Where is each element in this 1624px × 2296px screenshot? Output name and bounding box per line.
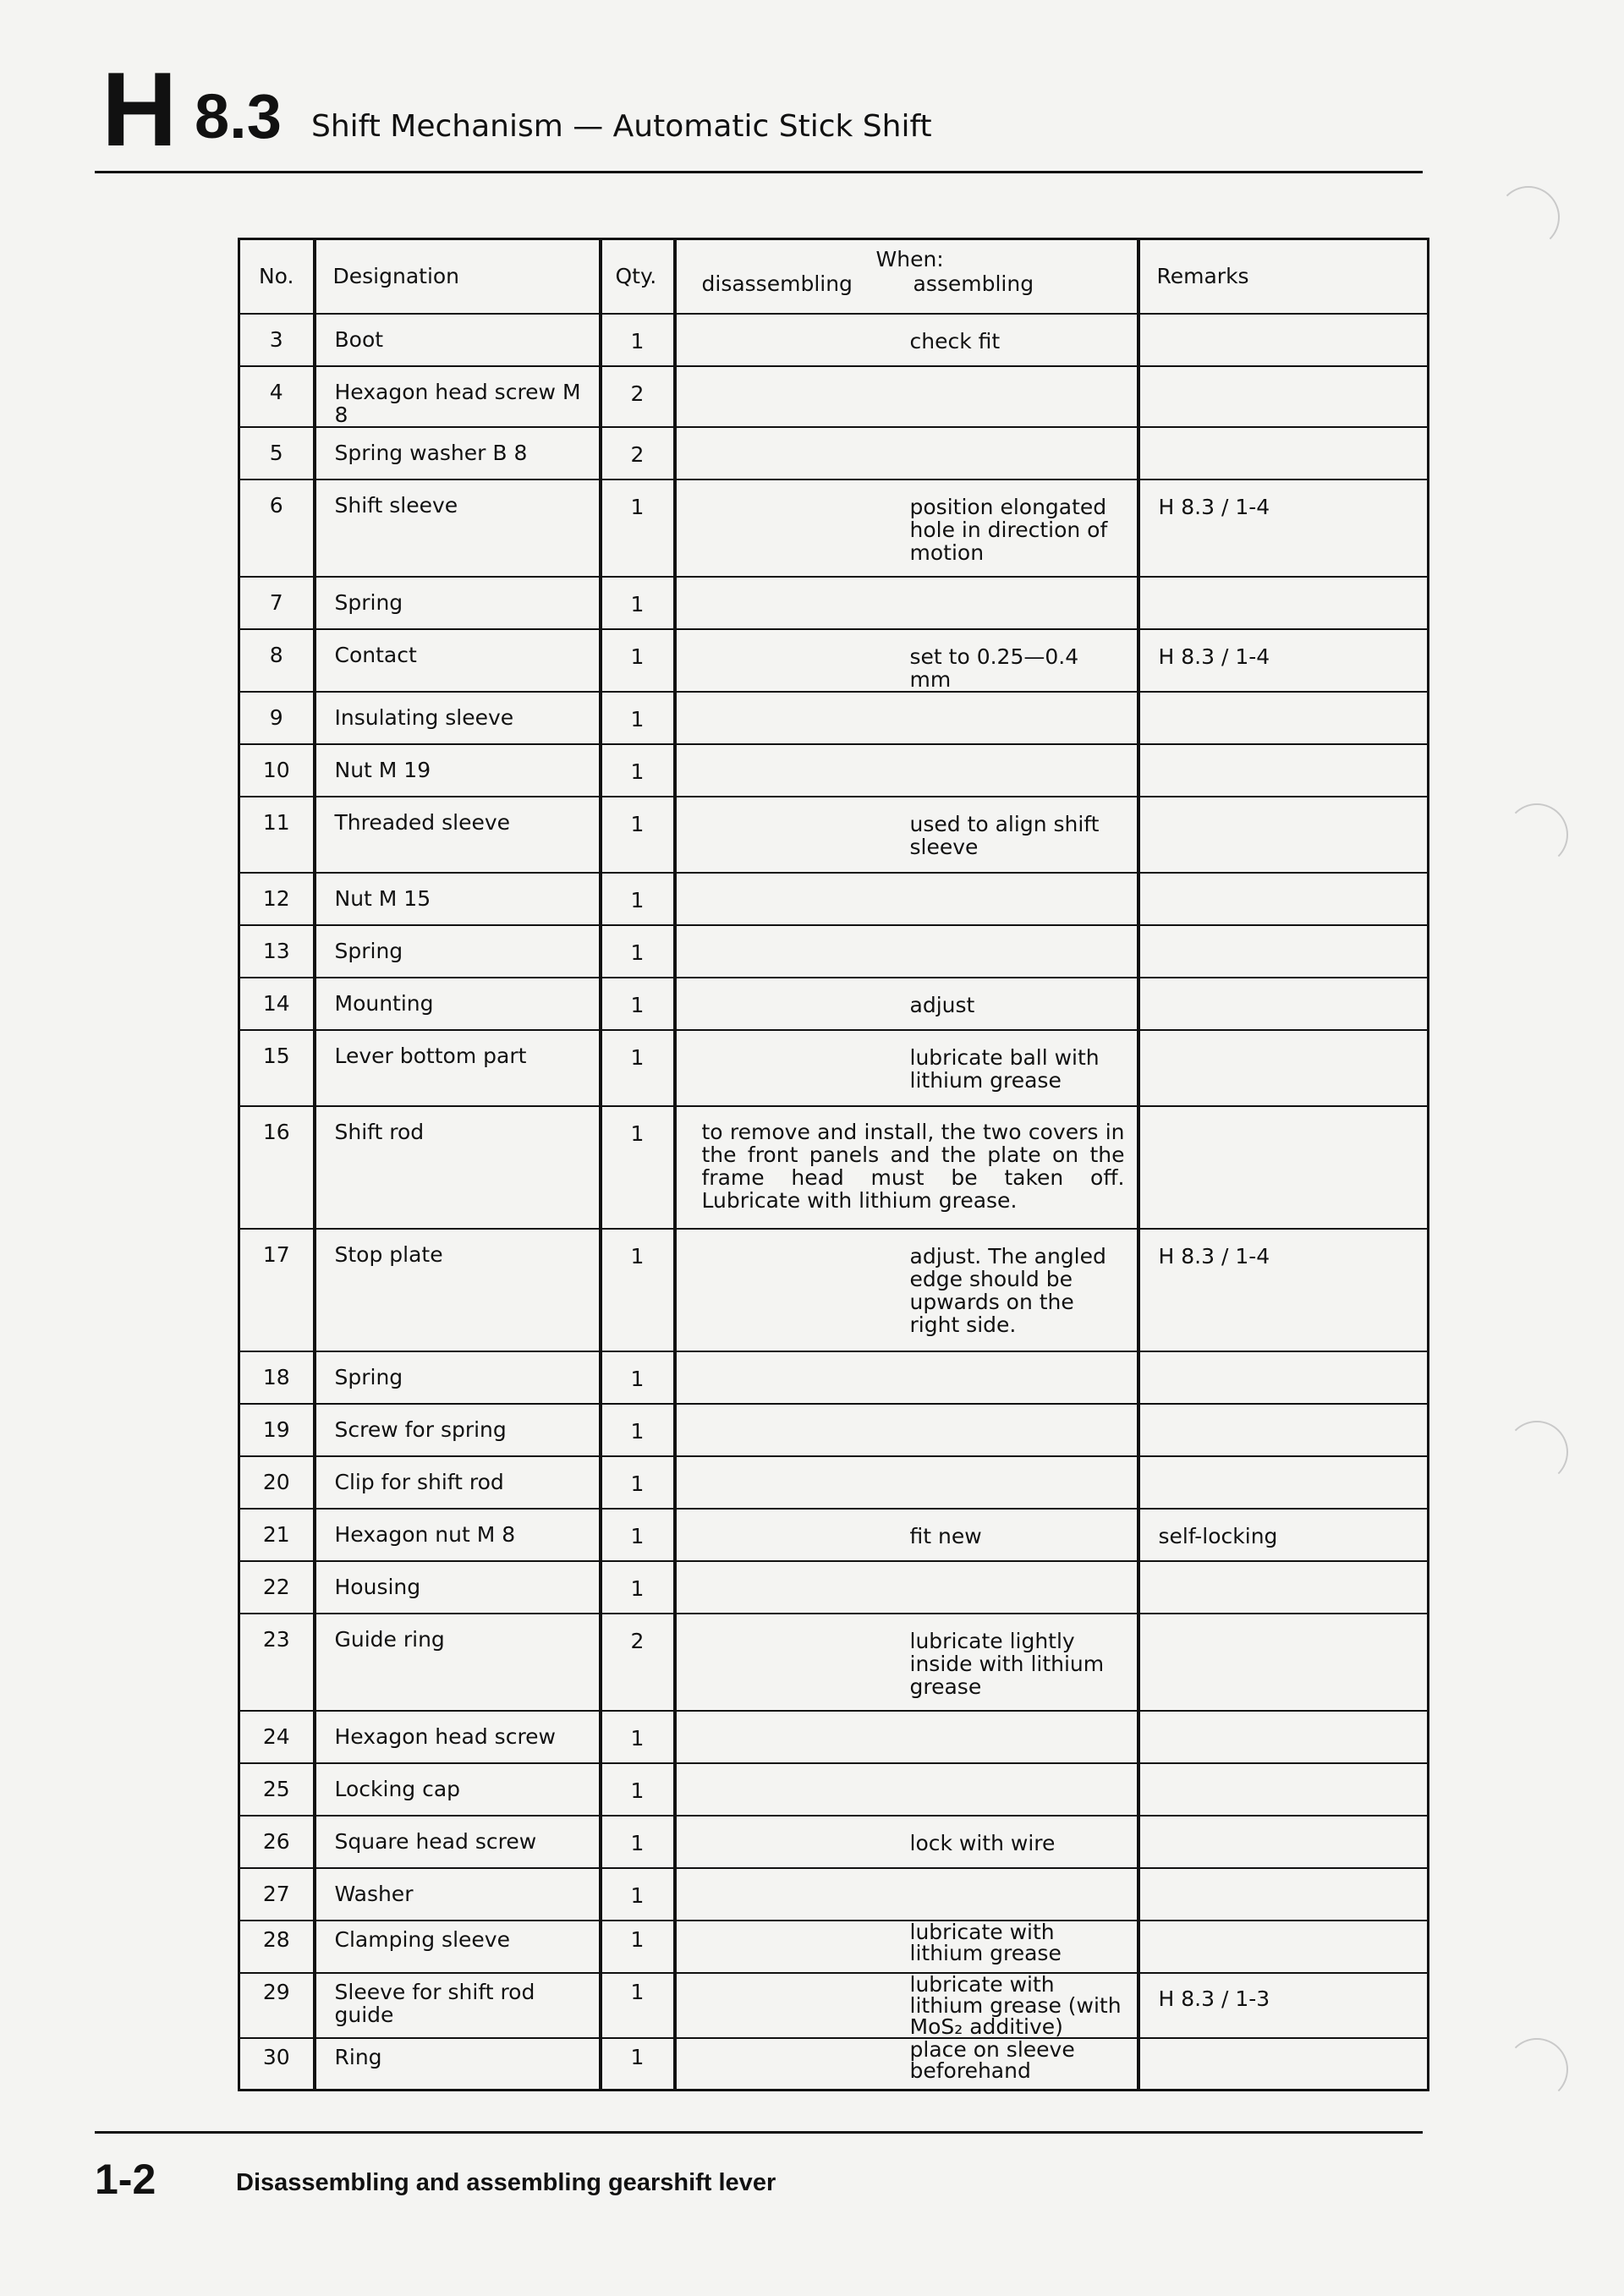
header-designation: Designation bbox=[315, 239, 601, 314]
cell-remarks bbox=[1138, 744, 1429, 797]
cell-assembling bbox=[898, 744, 1138, 797]
table-row bbox=[239, 1921, 1429, 1973]
cell-qty: 2 bbox=[601, 427, 675, 479]
cell-qty: 1 bbox=[601, 1456, 675, 1509]
cell-no: 3 bbox=[239, 314, 315, 366]
cell-no: 24 bbox=[239, 1711, 315, 1763]
cell-qty: 1 bbox=[601, 873, 675, 925]
cell-remarks bbox=[1138, 1921, 1429, 1973]
page-number: 1-2 bbox=[95, 2156, 156, 2203]
table-row bbox=[239, 873, 1429, 925]
header-disassembling: disassembling bbox=[701, 271, 853, 296]
cell-designation: Hexagon head screw M 8 bbox=[315, 366, 601, 427]
section-number: 8.3 bbox=[195, 81, 282, 151]
page-title: Shift Mechanism — Automatic Stick Shift bbox=[311, 109, 932, 144]
cell-disassembling bbox=[675, 1816, 898, 1868]
table-row bbox=[239, 1763, 1429, 1816]
cell-designation: Locking cap bbox=[315, 1763, 601, 1816]
cell-no: 23 bbox=[239, 1614, 315, 1711]
cell-disassembling bbox=[675, 629, 898, 692]
cell-no: 10 bbox=[239, 744, 315, 797]
cell-assembling bbox=[898, 577, 1138, 629]
cell-remarks bbox=[1138, 1868, 1429, 1921]
header-rule bbox=[95, 171, 1423, 173]
cell-no: 21 bbox=[239, 1509, 315, 1561]
cell-no: 5 bbox=[239, 427, 315, 479]
cell-assembling bbox=[898, 692, 1138, 744]
cell-qty: 1 bbox=[601, 1868, 675, 1921]
cell-disassembling bbox=[675, 797, 898, 873]
cell-remarks bbox=[1138, 1030, 1429, 1106]
cell-qty: 1 bbox=[601, 744, 675, 797]
table-row bbox=[239, 1711, 1429, 1763]
cell-assembling: fit new bbox=[898, 1509, 1138, 1561]
cell-designation: Washer bbox=[315, 1868, 601, 1921]
cell-no: 25 bbox=[239, 1763, 315, 1816]
cell-qty: 1 bbox=[601, 1404, 675, 1456]
cell-remarks bbox=[1138, 1614, 1429, 1711]
cell-qty: 1 bbox=[601, 1711, 675, 1763]
cell-remarks bbox=[1138, 873, 1429, 925]
cell-designation: Spring bbox=[315, 1351, 601, 1404]
cell-qty: 1 bbox=[601, 925, 675, 978]
cell-remarks bbox=[1138, 797, 1429, 873]
table-row bbox=[239, 314, 1429, 366]
table-row bbox=[239, 978, 1429, 1030]
footer-caption: Disassembling and assembling gearshift lever bbox=[236, 2169, 776, 2196]
cell-qty: 1 bbox=[601, 1229, 675, 1351]
cell-remarks bbox=[1138, 1763, 1429, 1816]
header-when-label: When: bbox=[875, 246, 944, 271]
table-row bbox=[239, 1614, 1429, 1711]
cell-qty: 1 bbox=[601, 1351, 675, 1404]
cell-assembling bbox=[898, 1404, 1138, 1456]
cell-no: 9 bbox=[239, 692, 315, 744]
cell-remarks: self-locking bbox=[1138, 1509, 1429, 1561]
cell-no: 26 bbox=[239, 1816, 315, 1868]
cell-disassembling bbox=[675, 1351, 898, 1404]
cell-designation: Housing bbox=[315, 1561, 601, 1614]
cell-disassembling bbox=[675, 692, 898, 744]
cell-designation: Clamping sleeve bbox=[315, 1921, 601, 1973]
cell-remarks bbox=[1138, 692, 1429, 744]
cell-qty: 1 bbox=[601, 797, 675, 873]
cell-assembling bbox=[898, 1711, 1138, 1763]
cell-qty: 1 bbox=[601, 1921, 675, 1973]
table-row bbox=[239, 1509, 1429, 1561]
cell-qty: 1 bbox=[601, 314, 675, 366]
cell-qty: 1 bbox=[601, 1816, 675, 1868]
cell-assembling: lock with wire bbox=[898, 1816, 1138, 1868]
header-remarks: Remarks bbox=[1138, 239, 1429, 314]
cell-assembling bbox=[898, 427, 1138, 479]
cell-designation: Spring washer B 8 bbox=[315, 427, 601, 479]
cell-disassembling bbox=[675, 427, 898, 479]
cell-designation: Insulating sleeve bbox=[315, 692, 601, 744]
cell-designation: Threaded sleeve bbox=[315, 797, 601, 873]
cell-remarks bbox=[1138, 1404, 1429, 1456]
cell-disassembling bbox=[675, 1973, 898, 2038]
cell-disassembling bbox=[675, 1921, 898, 1973]
table-row bbox=[239, 1351, 1429, 1404]
cell-disassembling bbox=[675, 1229, 898, 1351]
punch-hole-mark bbox=[1506, 803, 1568, 866]
cell-disassembling bbox=[675, 978, 898, 1030]
punch-hole-mark bbox=[1506, 2038, 1568, 2101]
cell-remarks bbox=[1138, 1711, 1429, 1763]
cell-disassembling bbox=[675, 744, 898, 797]
cell-designation: Screw for spring bbox=[315, 1404, 601, 1456]
cell-remarks: H 8.3 / 1-4 bbox=[1138, 479, 1429, 577]
cell-no: 13 bbox=[239, 925, 315, 978]
cell-designation: Contact bbox=[315, 629, 601, 692]
cell-no: 6 bbox=[239, 479, 315, 577]
punch-hole-mark bbox=[1497, 186, 1560, 249]
table-header-row bbox=[239, 239, 1429, 314]
cell-remarks bbox=[1138, 314, 1429, 366]
cell-qty: 2 bbox=[601, 1614, 675, 1711]
cell-remarks bbox=[1138, 1351, 1429, 1404]
cell-assembling bbox=[898, 1763, 1138, 1816]
cell-disassembling bbox=[675, 1763, 898, 1816]
cell-no: 7 bbox=[239, 577, 315, 629]
cell-qty: 1 bbox=[601, 1973, 675, 2038]
cell-designation: Clip for shift rod bbox=[315, 1456, 601, 1509]
cell-no: 29 bbox=[239, 1973, 315, 2038]
cell-remarks bbox=[1138, 1816, 1429, 1868]
cell-designation: Ring bbox=[315, 2038, 601, 2091]
cell-remarks bbox=[1138, 2038, 1429, 2091]
cell-assembling: lubricate lightly inside with lithium grease bbox=[898, 1614, 1138, 1711]
cell-disassembling bbox=[675, 366, 898, 427]
cell-remarks bbox=[1138, 1106, 1429, 1229]
table-row bbox=[239, 1973, 1429, 2038]
cell-disassembling bbox=[675, 1711, 898, 1763]
cell-disassembling bbox=[675, 577, 898, 629]
cell-assembling: position elongated hole in direction of motion bbox=[898, 479, 1138, 577]
table-row bbox=[239, 1456, 1429, 1509]
table-row bbox=[239, 925, 1429, 978]
cell-designation: Boot bbox=[315, 314, 601, 366]
cell-no: 15 bbox=[239, 1030, 315, 1106]
table-row bbox=[239, 479, 1429, 577]
cell-designation: Shift sleeve bbox=[315, 479, 601, 577]
cell-no: 11 bbox=[239, 797, 315, 873]
cell-qty: 1 bbox=[601, 629, 675, 692]
cell-designation: Spring bbox=[315, 925, 601, 978]
table-row bbox=[239, 366, 1429, 427]
cell-remarks bbox=[1138, 978, 1429, 1030]
cell-qty: 2 bbox=[601, 366, 675, 427]
cell-designation: Sleeve for shift rod guide bbox=[315, 1973, 601, 2038]
cell-assembling: lubricate with lithium grease (with MoS₂ additive) bbox=[898, 1973, 1138, 2038]
cell-qty: 1 bbox=[601, 692, 675, 744]
cell-designation: Hexagon nut M 8 bbox=[315, 1509, 601, 1561]
cell-qty: 1 bbox=[601, 1106, 675, 1229]
table-row bbox=[239, 1106, 1429, 1229]
cell-designation: Stop plate bbox=[315, 1229, 601, 1351]
cell-assembling: lubricate ball with lithium grease bbox=[898, 1030, 1138, 1106]
table-row bbox=[239, 797, 1429, 873]
cell-assembling bbox=[898, 1351, 1138, 1404]
cell-qty: 1 bbox=[601, 577, 675, 629]
cell-no: 17 bbox=[239, 1229, 315, 1351]
header-qty: Qty. bbox=[601, 239, 675, 314]
cell-qty: 1 bbox=[601, 479, 675, 577]
table-row bbox=[239, 427, 1429, 479]
cell-no: 28 bbox=[239, 1921, 315, 1973]
table-row bbox=[239, 2038, 1429, 2091]
section-letter: H bbox=[102, 52, 176, 168]
cell-designation: Guide ring bbox=[315, 1614, 601, 1711]
cell-designation: Lever bottom part bbox=[315, 1030, 601, 1106]
header-when bbox=[675, 239, 1138, 314]
cell-assembling bbox=[898, 366, 1138, 427]
cell-assembling: check fit bbox=[898, 314, 1138, 366]
cell-no: 30 bbox=[239, 2038, 315, 2091]
cell-qty: 1 bbox=[601, 2038, 675, 2091]
cell-assembling bbox=[898, 1868, 1138, 1921]
cell-when-note: to remove and install, the two covers in the front panels and the plate on the frame head must be taken off. Lubricate with lithium grease. bbox=[675, 1106, 1138, 1229]
cell-qty: 1 bbox=[601, 1763, 675, 1816]
cell-designation: Square head screw bbox=[315, 1816, 601, 1868]
cell-disassembling bbox=[675, 2038, 898, 2091]
cell-disassembling bbox=[675, 1456, 898, 1509]
table-body bbox=[239, 314, 1429, 2091]
cell-assembling bbox=[898, 1561, 1138, 1614]
cell-assembling: set to 0.25—0.4 mm bbox=[898, 629, 1138, 692]
cell-assembling: adjust. The angled edge should be upwards on the right side. bbox=[898, 1229, 1138, 1351]
cell-qty: 1 bbox=[601, 1509, 675, 1561]
cell-remarks bbox=[1138, 1561, 1429, 1614]
cell-disassembling bbox=[675, 1404, 898, 1456]
cell-remarks bbox=[1138, 925, 1429, 978]
cell-disassembling bbox=[675, 1561, 898, 1614]
header-assembling: assembling bbox=[913, 271, 1034, 296]
cell-remarks bbox=[1138, 427, 1429, 479]
cell-assembling: place on sleeve beforehand bbox=[898, 2038, 1138, 2091]
cell-remarks: H 8.3 / 1-3 bbox=[1138, 1973, 1429, 2038]
cell-no: 14 bbox=[239, 978, 315, 1030]
cell-assembling bbox=[898, 925, 1138, 978]
cell-no: 27 bbox=[239, 1868, 315, 1921]
parts-table bbox=[238, 238, 1429, 2091]
cell-no: 8 bbox=[239, 629, 315, 692]
table-row bbox=[239, 1404, 1429, 1456]
cell-no: 16 bbox=[239, 1106, 315, 1229]
cell-no: 19 bbox=[239, 1404, 315, 1456]
cell-disassembling bbox=[675, 479, 898, 577]
cell-remarks bbox=[1138, 1456, 1429, 1509]
cell-no: 12 bbox=[239, 873, 315, 925]
table-row bbox=[239, 692, 1429, 744]
cell-designation: Shift rod bbox=[315, 1106, 601, 1229]
cell-remarks: H 8.3 / 1-4 bbox=[1138, 629, 1429, 692]
cell-assembling: adjust bbox=[898, 978, 1138, 1030]
page-header bbox=[95, 42, 1423, 169]
cell-disassembling bbox=[675, 925, 898, 978]
cell-assembling: lubricate with lithium grease bbox=[898, 1921, 1138, 1973]
table-row bbox=[239, 1229, 1429, 1351]
punch-hole-mark bbox=[1506, 1421, 1568, 1483]
table-row bbox=[239, 1561, 1429, 1614]
footer-rule bbox=[95, 2131, 1423, 2134]
cell-qty: 1 bbox=[601, 1561, 675, 1614]
table-row bbox=[239, 744, 1429, 797]
cell-no: 22 bbox=[239, 1561, 315, 1614]
cell-disassembling bbox=[675, 1030, 898, 1106]
cell-disassembling bbox=[675, 1509, 898, 1561]
header-no: No. bbox=[239, 239, 315, 314]
table-row bbox=[239, 1816, 1429, 1868]
cell-disassembling bbox=[675, 314, 898, 366]
cell-assembling bbox=[898, 873, 1138, 925]
cell-designation: Hexagon head screw bbox=[315, 1711, 601, 1763]
table-row bbox=[239, 1030, 1429, 1106]
table-row bbox=[239, 1868, 1429, 1921]
cell-no: 20 bbox=[239, 1456, 315, 1509]
table-row bbox=[239, 577, 1429, 629]
cell-no: 18 bbox=[239, 1351, 315, 1404]
cell-no: 4 bbox=[239, 366, 315, 427]
cell-designation: Mounting bbox=[315, 978, 601, 1030]
cell-remarks bbox=[1138, 366, 1429, 427]
table-row bbox=[239, 629, 1429, 692]
cell-designation: Nut M 19 bbox=[315, 744, 601, 797]
cell-designation: Nut M 15 bbox=[315, 873, 601, 925]
cell-disassembling bbox=[675, 1614, 898, 1711]
cell-designation: Spring bbox=[315, 577, 601, 629]
cell-assembling: used to align shift sleeve bbox=[898, 797, 1138, 873]
cell-assembling bbox=[898, 1456, 1138, 1509]
cell-disassembling bbox=[675, 873, 898, 925]
cell-qty: 1 bbox=[601, 1030, 675, 1106]
cell-remarks bbox=[1138, 577, 1429, 629]
cell-qty: 1 bbox=[601, 978, 675, 1030]
cell-disassembling bbox=[675, 1868, 898, 1921]
cell-remarks: H 8.3 / 1-4 bbox=[1138, 1229, 1429, 1351]
